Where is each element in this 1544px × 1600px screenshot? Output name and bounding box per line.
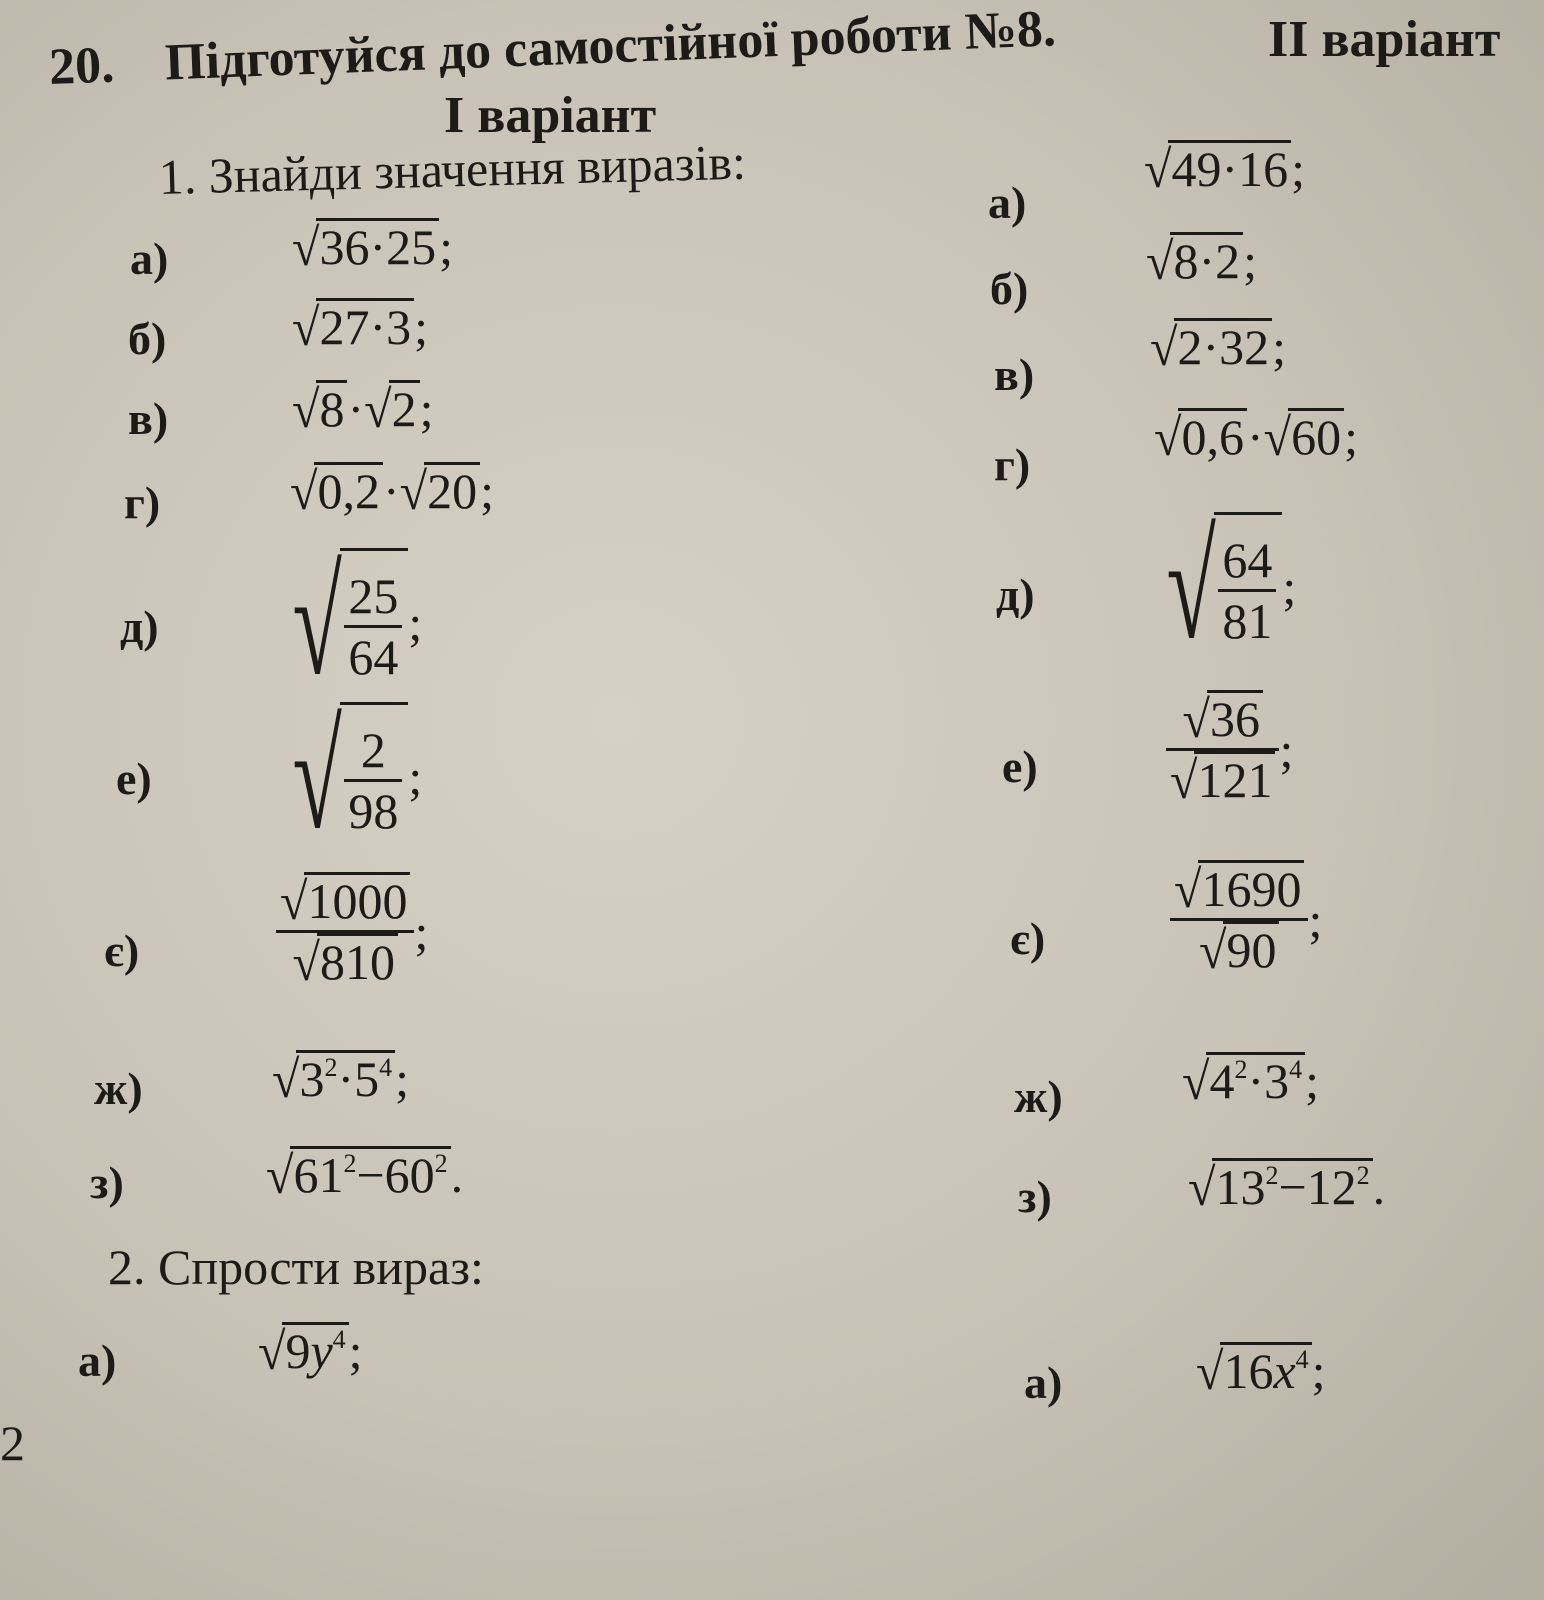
v2-ye-tail: ; [1308, 891, 1323, 948]
task2-v1-exp: 4 [332, 1325, 346, 1354]
v1-item-b-label: б) [128, 313, 167, 364]
v2-item-ye-label: є) [1010, 913, 1046, 964]
v1-d-denominator: 64 [348, 629, 399, 685]
v1-item-z-expression: √ $61^2-60^2$ . [266, 1145, 464, 1205]
v2-item-v-label: в) [994, 349, 1035, 400]
v1-d-tail: ; [408, 595, 423, 651]
v1-item-a-label: а) [130, 233, 169, 284]
v2-e-denominator: 121 [1194, 751, 1275, 809]
v1-d-numerator: 25 [348, 568, 399, 624]
task2-v2-expression: √ $16x^4$ ; [1196, 1341, 1326, 1401]
v2-item-z-label: з) [1018, 1171, 1052, 1222]
v2-item-a-expression: √ 49·16 ; [1144, 139, 1306, 199]
v1-item-v-expression: √ 8 · √ 2 ; [292, 379, 434, 439]
v2-item-e-label: е) [1002, 741, 1038, 792]
v1-item-d-label: д) [120, 601, 159, 652]
v2-item-ye-expression: √ 1690 √ 90 ; [1170, 860, 1322, 979]
task2-v2-coef: 16 [1223, 1343, 1274, 1399]
v2-z-exp-2: 2 [1356, 1161, 1370, 1190]
v1-z-base-2: 60 [384, 1147, 435, 1203]
v1-zh-base-1: 3 [299, 1051, 325, 1107]
task2-v2-exp: 4 [1295, 1345, 1309, 1374]
task2-v1-coef: 9 [285, 1323, 311, 1379]
v2-item-g-expression: √ 0,6 · √ 60 ; [1154, 407, 1358, 467]
v2-item-d-expression: √ $\frac{64}{81}$ ; [1166, 504, 1297, 670]
task2-v1-expression: √ $9y^4$ ; [258, 1321, 363, 1381]
variant-2-heading: ІІ варіант [1268, 11, 1501, 68]
v1-item-a-expression: √ 36·25 ; [292, 217, 454, 277]
v1-item-zh-label: ж) [94, 1063, 143, 1114]
task2-v2-var: x [1273, 1343, 1296, 1399]
task-1-title: 1. Знайди значення виразів: [158, 133, 747, 205]
page-number: 2 [0, 1415, 25, 1471]
v1-ye-numerator: 1000 [304, 872, 410, 930]
v1-item-zh-expression: √ $3^2\cdot 5^4$ ; [272, 1049, 410, 1109]
v1-zh-exp-2: 4 [379, 1053, 393, 1082]
v1-e-denominator: 98 [348, 783, 399, 839]
v2-item-b-label: б) [990, 263, 1029, 314]
v2-d-denominator: 81 [1222, 593, 1273, 649]
variant-1-heading: І варіант [444, 87, 657, 144]
task2-v2-tail: ; [1311, 1343, 1326, 1399]
v2-item-z-expression: √ $13^2-12^2$ . [1188, 1157, 1386, 1217]
v1-item-ye-label: є) [104, 925, 140, 976]
v2-e-tail: ; [1279, 721, 1294, 778]
v1-item-v-label: в) [128, 393, 169, 444]
v2-zh-exp-1: 2 [1234, 1055, 1248, 1084]
exercise-header [48, 0, 1057, 97]
v1-z-tail: . [450, 1147, 464, 1203]
v1-e-tail: ; [408, 749, 423, 805]
v1-ye-denominator: 810 [317, 933, 398, 991]
v2-z-base-1: 13 [1215, 1159, 1266, 1215]
v1-zh-base-2: 5 [354, 1051, 380, 1107]
v2-e-numerator: 36 [1207, 690, 1263, 748]
v1-e-numerator: 2 [360, 722, 386, 778]
v1-z-exp-2: 2 [434, 1149, 448, 1178]
task-2-title: 2. Спрости вираз: [108, 1239, 484, 1295]
v2-item-b-expression: √ 8·2 ; [1146, 231, 1258, 291]
v2-item-g-label: г) [994, 439, 1031, 490]
v1-item-d-expression: √ $\frac{25}{64}$ ; [292, 540, 423, 706]
task2-v1-var: y [310, 1323, 333, 1379]
v1-item-e-label: е) [116, 753, 152, 804]
v1-item-z-label: з) [90, 1157, 124, 1208]
v1-z-exp-1: 2 [343, 1149, 357, 1178]
task2-v1-tail: ; [348, 1323, 363, 1379]
v1-item-ye-expression: √ 1000 √ 810 ; [276, 872, 428, 991]
exercise-title: Підготуйся до самостійної роботи №8. [163, 0, 1057, 92]
v2-z-base-2: 12 [1306, 1159, 1357, 1215]
task2-v2-label: а) [1024, 1357, 1063, 1408]
v2-item-a-label: а) [988, 177, 1027, 228]
v1-zh-exp-1: 2 [324, 1053, 338, 1082]
v2-item-v-expression: √ 2·32 ; [1150, 317, 1287, 377]
v2-item-d-label: д) [996, 569, 1035, 620]
v2-z-exp-1: 2 [1265, 1161, 1279, 1190]
v1-item-g-expression: √ 0,2 · √ 20 ; [290, 461, 494, 521]
v1-item-g-label: г) [124, 477, 161, 528]
v1-item-b-expression: √ 27·3 ; [292, 297, 429, 357]
v2-ye-denominator: 90 [1223, 921, 1279, 979]
v2-item-zh-expression: √ $4^2\cdot 3^4$ ; [1182, 1051, 1320, 1111]
v1-z-base-1: 61 [293, 1147, 344, 1203]
v2-d-tail: ; [1282, 559, 1297, 615]
v2-z-tail: . [1372, 1159, 1386, 1215]
v2-zh-base-1: 4 [1209, 1053, 1235, 1109]
v2-item-zh-label: ж) [1014, 1071, 1063, 1122]
v2-zh-exp-2: 4 [1289, 1055, 1303, 1084]
v2-zh-base-2: 3 [1264, 1053, 1290, 1109]
v1-item-e-expression: √ $\frac{2}{98}$ ; [292, 694, 423, 860]
v2-ye-numerator: 1690 [1198, 860, 1304, 918]
v2-d-numerator: 64 [1222, 532, 1273, 588]
v1-ye-tail: ; [414, 903, 429, 960]
v2-item-e-expression: √ 36 √ 121 ; [1166, 690, 1293, 809]
exercise-number: 20. [48, 36, 116, 96]
v2-zh-tail: ; [1305, 1053, 1320, 1109]
v1-zh-tail: ; [395, 1051, 410, 1107]
task2-v1-label: а) [78, 1335, 117, 1386]
